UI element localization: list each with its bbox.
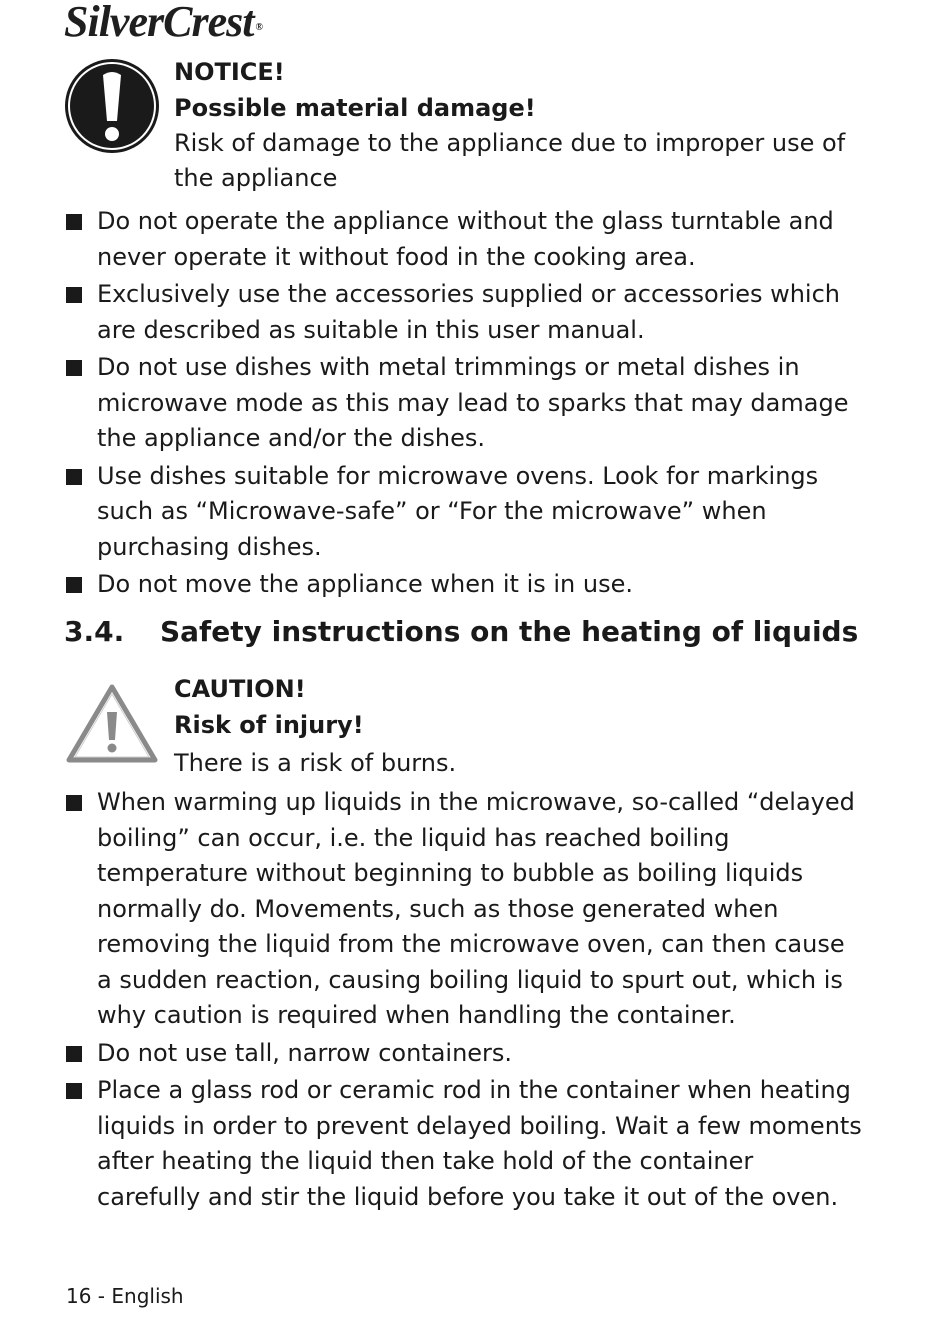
list-item	[64, 567, 864, 603]
list-item-text: Do not use tall, narrow containers.	[97, 1038, 513, 1067]
list-item-text: Place a glass rod or ceramic rod in the container when heating liquids in order to prevent delayed boiling. Wait a few moments after heating the liquid then take hold of the container carefully and stir the liquid before you take it out of the oven.	[97, 1076, 862, 1211]
square-bullet-icon	[66, 287, 82, 303]
registered-mark: ®	[255, 22, 262, 33]
section-number: 3.4.	[64, 615, 125, 648]
list-item	[64, 1036, 864, 1072]
square-bullet-icon	[66, 360, 82, 376]
square-bullet-icon	[66, 214, 82, 230]
square-bullet-icon	[66, 577, 82, 593]
brand-logo	[64, 0, 262, 44]
exclamation-circle-icon	[63, 57, 161, 155]
caution-heading: Risk of injury!	[174, 711, 364, 739]
notice-list	[64, 204, 864, 605]
notice-text: Risk of damage to the appliance due to improper use of the appliance	[174, 129, 846, 192]
notice-heading: Possible material damage!	[174, 94, 536, 122]
list-item-text: Use dishes suitable for microwave ovens. Look for markings such as “Microwave-safe” or “For the microwave” when purchasing dishes.	[97, 461, 819, 561]
list-item	[64, 1073, 864, 1215]
list-item-text: Do not move the appliance when it is in use.	[97, 570, 633, 598]
list-item	[64, 785, 864, 1034]
caution-keyword: CAUTION!	[174, 675, 306, 703]
list-item-text: When warming up liquids in the microwave, so-called “delayed boiling” can occur, i.e. the liquid has reached boiling temperature without beginning to bubble as boiling liquids normally do. Movements, such as those generated when removing the liquid from the microwave oven, can then cause a sudden reaction, causing boiling liquid to spurt out, which is why caution is required when handling the container.	[97, 788, 855, 1029]
list-item	[64, 277, 864, 348]
square-bullet-icon	[66, 795, 82, 811]
warning-triangle-icon	[64, 682, 160, 766]
section-title: Safety instructions on the heating of liquids	[160, 615, 859, 648]
caution-block	[174, 671, 874, 783]
list-item-text: Do not operate the appliance without the glass turntable and never operate it without food in the cooking area.	[97, 207, 834, 271]
caution-text: There is a risk of burns.	[174, 749, 457, 777]
section-heading	[64, 612, 858, 652]
page-footer: 16 - English	[66, 1284, 184, 1308]
brand-logo-text: SilverCrest	[64, 0, 254, 46]
list-item-text: Do not use dishes with metal trimmings or metal dishes in microwave mode as this may lead to sparks that may damage the appliance and/or the dishes.	[97, 353, 849, 452]
list-item	[64, 459, 864, 566]
square-bullet-icon	[66, 1046, 82, 1062]
list-item	[64, 350, 864, 457]
caution-list	[64, 785, 864, 1217]
square-bullet-icon	[66, 1083, 82, 1099]
notice-keyword: NOTICE!	[174, 58, 285, 86]
square-bullet-icon	[66, 469, 82, 485]
list-item	[64, 204, 864, 275]
list-item-text: Exclusively use the accessories supplied or accessories which are described as suitable in this user manual.	[97, 280, 841, 344]
notice-block	[174, 54, 874, 196]
